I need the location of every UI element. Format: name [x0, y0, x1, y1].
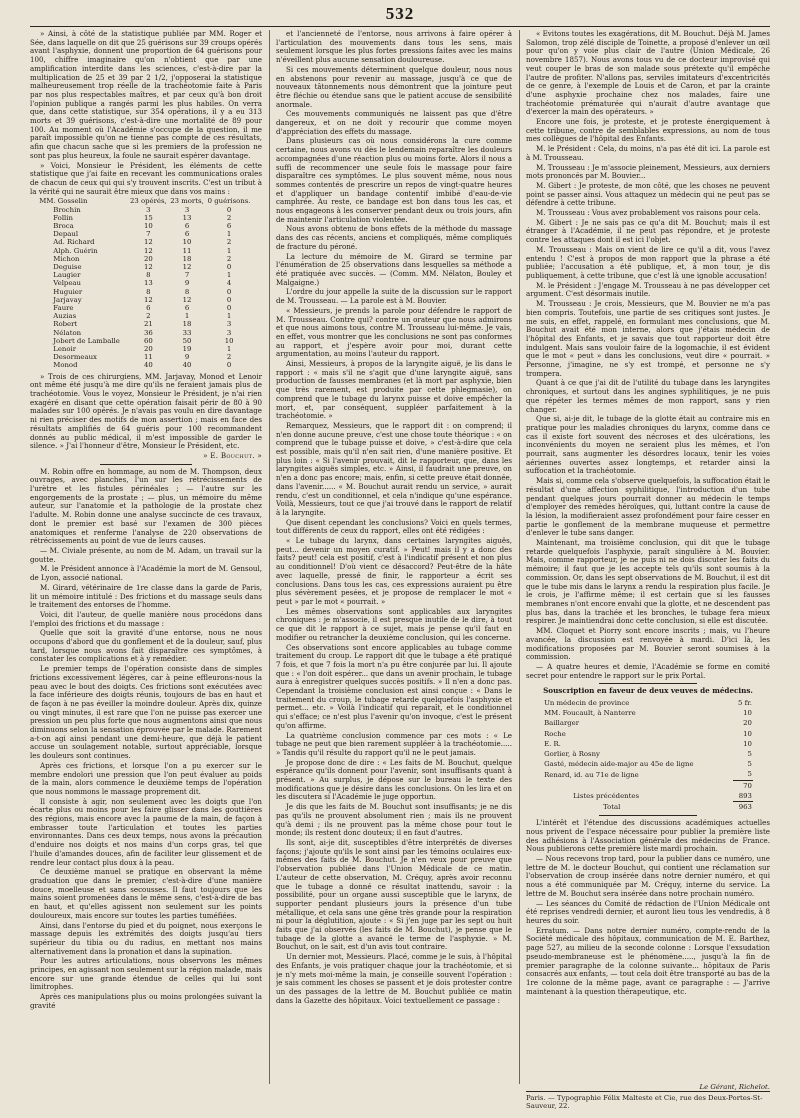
- table-row: [543, 729, 753, 739]
- paragraph: L'ordre du jour appelle la suite de la discussion sur le rapport de M. Trousseau. — La parole est à M. Bouvier.: [276, 287, 512, 306]
- tracheotomy-statistics-table: [39, 197, 252, 369]
- stat-value: 12: [143, 246, 153, 255]
- total-label: Total: [603, 802, 621, 811]
- surgeon-name: Auzias: [53, 312, 77, 321]
- paragraph: Erratum. — Dans notre dernier numéro, compte-rendu de la Société médicale des hôpitaux, communication de M. E. Barthez, page 527, au milieu de la seconde colonne : Lorsque l'exsudation pseudo-membraneuse est le phénomène....., jusqu'à la fin de premier paragraphe de la colonne suivante... hôpitaux de Paris consacrés aux enfants, — tout cela doit être transporté au bas de la 1re colonne de la même page, avant ce paragraphe : — J'arrive maintenant à la question thérapeutique, etc.: [526, 925, 770, 996]
- table-row: [39, 345, 252, 353]
- table-row: [39, 279, 252, 287]
- paragraph: Mais si, comme cela s'observe quelquefois, la suffocation était le résultat d'une affection syphilitique, l'introduction d'un tube pendant quelques jours pourrait donner au médecin le temps d'employer des remèdes héroïques, qui, luttant contre la cause de la lésion, la modifieraient assez profondément pour faire cesser en partie le gonflement de la membrane muqueuse et permettre d'enlever le tube sans danger.: [526, 476, 770, 538]
- table-row: [39, 238, 252, 246]
- paragraph: Que disent cependant les conclusions? Voici en quels termes, tout différents de ceux du rapport, elles ont été rédigées :: [276, 517, 512, 536]
- stat-value: 3: [226, 320, 232, 329]
- stat-value: 8: [146, 287, 151, 296]
- surgeon-name: Lenoir: [53, 345, 77, 354]
- paragraph: Nous avons obtenu de bons effets de la méthode du massage dans des cas récents, anciens et compliqués, même compliqués de fracture du péroné.: [276, 224, 512, 251]
- donation-amount: 5: [747, 770, 752, 779]
- donation-amount: 10: [743, 729, 752, 738]
- stat-value: 9: [184, 353, 190, 362]
- stat-value: 6: [184, 230, 190, 239]
- table-row: [39, 255, 252, 263]
- surgeon-name: Brochin: [53, 205, 81, 214]
- table-row: [39, 214, 252, 222]
- stat-value: 20: [143, 254, 153, 263]
- divider: [100, 464, 193, 465]
- table-row: [39, 230, 252, 238]
- paragraph: Maintenant, ma troisième conclusion, qui dit que le tubage retarde quelquefois l'asphyxie, paraît singulière à M. Bouvier. Mais, comme rapporteur, je ne puis ni ne dois discuter les faits du mémoire; il faut que je les accepte tels qu'ils sont soumis à la commission. Or, dans les sept observations de M. Bouchut, il est dit que le tube mis dans le larynx a rendu la respiration plus facile. Je le crois, je l'affirme même; il est certain que si les fausses membranes n'ont encore envahi que la glotte, et ne descendent pas plus bas, dans la trachée et les bronches, le tubage fera mieux respirer. Je maintiendrai donc cette conclusion, si elle est discutée.: [526, 538, 770, 626]
- surgeon-name: Jarjavay: [53, 295, 82, 304]
- column-divider: [519, 30, 520, 1084]
- table-row: [39, 271, 252, 279]
- table-row: [39, 312, 252, 320]
- stat-value: 10: [143, 221, 153, 230]
- stat-value: 12: [182, 262, 192, 271]
- stat-value: 21: [143, 320, 153, 329]
- surgeon-name: Depaul: [53, 230, 79, 239]
- stat-value: 0: [226, 262, 232, 271]
- imprint: Paris. — Typographie Félix Malteste et Cie, rue des Deux-Portes-St-Sauveur, 22.: [526, 1091, 770, 1110]
- paragraph: « Messieurs, je prends la parole pour défendre le rapport de M. Trousseau. Contre qui? contre un orateur que nous admirons et que nous aimons tous, contre M. Trousseau lui-même. Je vais, en effet, vous montrer que les conclusions ne sont pas conformes au rapport, et j'espère avoir pour moi, durant cette argumentation, au moins l'auteur du rapport.: [276, 305, 512, 359]
- stat-value: 1: [226, 345, 232, 354]
- stat-value: 50: [182, 336, 192, 345]
- surgeon-name: Michon: [53, 254, 80, 263]
- header-cell: 23 opérés,: [129, 197, 167, 206]
- signature: » E. Bouchut. »: [203, 450, 262, 460]
- paragraph: La quatrième conclusion commence par ces mots : « Le tubage ne peut que bien rarement suppléer à la trachéotomie..... » Tandis qu'il résulte du rapport qu'il ne le peut jamais.: [276, 730, 512, 757]
- stat-value: 0: [226, 361, 232, 370]
- stat-value: 36: [143, 328, 153, 337]
- surgeon-name: Jobert de Lamballe: [53, 336, 120, 345]
- stat-value: 60: [143, 336, 153, 345]
- paragraph: Ainsi, Messieurs, à propos de la laryngite aiguë, je lis dans le rapport : « mais s'il ne s'agit que d'une laryngite aiguë, sans production de fausses membranes (et là mort par asphyxie, bien que très rarement, est produite par cette phlegmasie), on comprend que le tubage du larynx puisse et doive empêcher la mort, et, par conséquent, suppléer parfaitement à la trachéotomie. »: [276, 359, 512, 421]
- donor-name: MM. Foucault, à Nanterre: [544, 709, 636, 718]
- surgeon-name: Follin: [53, 213, 73, 222]
- surgeon-name: Desormeaux: [53, 353, 97, 362]
- stat-value: 2: [226, 238, 232, 247]
- table-row: [39, 320, 252, 328]
- paragraph: M. le Président annonce à l'Académie la mort de M. Gensoul, de Lyon, associé national.: [30, 564, 262, 583]
- stat-value: 13: [143, 279, 153, 288]
- stat-value: 2: [226, 213, 232, 222]
- stat-value: 6: [146, 304, 151, 312]
- stat-value: 10: [224, 336, 234, 345]
- paragraph: Pour les autres articulations, nous observons les mêmes principes, en agissant non seulement sur la région malade, mais encore sur une grande étendue de celles qui lui sont limitrophes.: [30, 956, 262, 992]
- paragraph: M. Trousseau : Je m'associe pleinement, Messieurs, aux derniers mots prononcés par M. Bouvier...: [526, 162, 770, 181]
- table-row: [543, 780, 753, 791]
- donor-name: Roche: [544, 729, 566, 738]
- paragraph: » Voici, Monsieur le Président, les éléments de cette statistique que j'ai faite en recevant les communications orales de chacun de ceux qui qui s'y trouvent inscrits. C'est un tribut à la vérité qui ne saurait être mieux que dans vos mains :: [30, 160, 262, 196]
- table-row: [543, 759, 753, 769]
- header-cell: 23 morts,: [170, 197, 204, 206]
- stat-value: 12: [143, 238, 153, 247]
- table-row: [39, 353, 252, 361]
- header-cell: MM. Gosselin: [39, 197, 88, 206]
- paragraph: — A quatre heures et demie, l'Académie se forme en comité secret pour entendre le rapport sur le prix Portal.: [526, 661, 770, 680]
- donation-amount: 10: [743, 739, 752, 748]
- column-divider: [269, 30, 270, 1084]
- paragraph: et l'ancienneté de l'entorse, nous arrivons à faire opérer à l'articulation des mouvements dans tous les sens, mais seulement lorsque les plus fortes pressions faites avec les mains n'éveillent plus aucune sensation douloureuse.: [276, 30, 512, 65]
- stat-value: 6: [226, 221, 232, 230]
- table-row: [543, 718, 753, 728]
- paragraph: MM. Cloquet et Piorry sont encore inscrits ; mais, vu l'heure avancée, la discussion est renvoyée à mardi. D'ici là, les modifications proposées par M. Bouvier seront soumises à la commission.: [526, 626, 770, 662]
- stat-value: 1: [226, 312, 232, 321]
- stat-value: 3: [146, 205, 151, 214]
- table-row: [39, 263, 252, 271]
- paragraph: M. Trousseau : Vous avez probablement vos raisons pour cela.: [536, 208, 761, 218]
- stat-value: 7: [184, 271, 190, 280]
- paragraph: M. Trousseau : Mais on vient de lire ce qu'il a dit, vous l'avez entendu ! C'est à propos de mon rapport que la phrase a été publiée; l'accusation a été publique, et, à mon tour, je dis publiquement, à cette tribune, que c'est là une ignoble accusation!: [526, 244, 770, 280]
- stat-value: 1: [226, 230, 232, 239]
- paragraph: Ce deuxième manuel se pratique en observant la même graduation que dans le premier, c'est-à-dire d'une manière douce, moelleuse et sans secousses. Il faut toujours que les mains soient promenées dans le même sens, c'est-à-dire de bas en haut, et qu'elles agissent non seulement sur les points douloureux, mais encore sur toutes les parties tuméfiées.: [30, 867, 262, 920]
- paragraph: Ces observations sont encore applicables au tubage comme traitement du croup. Le rapport dit que le tubage a été pratiqué 7 fois, et que 7 fois la mort n'a pu être conjurée par lui. Il ajoute que : « l'on doit espérer... que dans un avenir prochain, le tubage aura à enregistrer quelques succès positifs. » Il n'en a donc pas. Cependant la troisième conclusion est ainsi conçue : « Dans le traitement du croup, le tubage retarde quelquefois l'asphyxie et permet... etc. » Voilà l'indicatif qui reparaît, et le conditionnel qui s'efface; ce n'est plus l'avenir qu'on invoque, c'est le présent qu'on affirme.: [276, 642, 512, 730]
- stat-value: 8: [146, 271, 151, 280]
- stat-value: 2: [226, 353, 232, 362]
- surgeon-name: Alph. Guérin: [53, 246, 98, 255]
- paragraph: Que si, ai-je dit, le tubage de la glotte était au contraire mis en pratique pour les maladies chroniques du larynx, comme dans ce cas il existe fort souvent des nécroses et des ulcérations, les inconvénients du moyen ne seraient plus les mêmes, et l'on pourrait, sans augmenter les désordres locaux, tenir les voies aériennes ouvertes assez longtemps, et retarder ainsi la suffocation et la trachéotomie.: [526, 414, 770, 476]
- divider: [599, 683, 697, 684]
- stat-value: 13: [182, 213, 192, 222]
- surgeon-name: Huguier: [53, 287, 83, 296]
- table-row: [543, 791, 753, 802]
- paragraph: — Nous recevons trop tard, pour la publier dans ce numéro, une lettre de M. le docteur Bouchut, qui contient une réclamation sur l'observation de croup insérée dans notre dernier numéro, et qui nous a été communiquée par M. Créquy, interne du service. La lettre de M. Bouchut sera insérée dans notre prochain numéro.: [526, 854, 770, 898]
- paragraph: L'intérêt et l'étendue des discussions académiques actuelles nous privent de l'espace nécessaire pour publier la première liste des adhésions à l'Association générale des médecins de France. Nous publierons cette première liste mardi prochain.: [526, 818, 770, 854]
- stat-value: 2: [146, 312, 151, 321]
- table-row: [39, 337, 252, 345]
- stat-value: 11: [182, 246, 192, 255]
- paragraph: Après ces frictions, et lorsque l'on a pu exercer sur le membre endolori une pression que l'on peut évaluer au poids de la main, alors commence le deuxième temps de l'opération que nous nommons le massage proprement dit.: [30, 760, 262, 796]
- donor-name: Baillarger: [544, 719, 580, 728]
- stat-value: 1: [184, 312, 190, 321]
- paragraph: — M. Civiale présente, au nom de M. Adam, un travail sur la goutte.: [30, 545, 262, 564]
- stat-value: 18: [182, 320, 192, 329]
- table-row: [39, 206, 252, 214]
- paragraph: La lecture du mémoire de M. Girard se termine par l'énumération de 25 observations dans lesquelles sa méthode a été pratiquée avec succès. — (Comm. MM. Nélaton, Bouley et Malgaigne.): [276, 251, 512, 287]
- table-row: [543, 698, 753, 708]
- surgeon-name: Ad. Richard: [53, 238, 95, 247]
- donor-name: Gasté, médecin aide-major au 45e de ligne: [544, 760, 694, 769]
- paragraph: Voici, dit l'auteur, de quelle manière nous procédons dans l'emploi des frictions et du massage :: [30, 609, 262, 628]
- paragraph: Un dernier mot, Messieurs. Placé, comme je le suis, à l'hôpital des Enfants, je vois pratiquer chaque jour la trachéotomie, et si je n'y mets moi-même la main, je conseille souvent l'opération : je sais comment les choses se passent et je dois protester contre un des passages de la lettre de M. Bouchut publiée ce matin dans la Gazette des hôpitaux. Voici textuellement ce passage :: [276, 952, 512, 1005]
- table-row: [543, 769, 753, 780]
- donor-name: Renard, id. au 71e de ligne: [544, 770, 639, 779]
- table-row: [39, 361, 252, 369]
- paragraph: Quelle que soit la gravité d'une entorse, nous ne nous occupons d'abord que du gonflement et de la douleur, sauf, plus tard, lorsque nous avons fait disparaître ces symptômes, à constater les complications et à y remédier.: [30, 628, 262, 664]
- stat-value: 9: [184, 279, 190, 288]
- paragraph: Ces mouvements communiqués ne laissent pas que d'être dangereux, et on ne doit y recourir que comme moyen d'appréciation des effets du massage.: [276, 109, 512, 136]
- paragraph: M. Gibert : Je proteste, de mon côté, que les choses ne peuvent point se passer ainsi. Vous attaquez un médecin qui ne peut pas se défendre à cette tribune.: [526, 180, 770, 208]
- donation-amount: 5 fr.: [738, 699, 752, 708]
- stat-value: 40: [182, 361, 192, 370]
- column-3: [526, 30, 770, 1078]
- surgeon-name: Nélaton: [53, 328, 82, 337]
- donor-name: Un médecin de province: [544, 699, 630, 708]
- donation-amount: 10: [743, 709, 752, 718]
- paragraph: Ainsi, dans l'entorse du pied et du poignet, nous exerçons le massage depuis les extrémités des doigts jusqu'au tiers supérieur du tibia ou du radius, en mettant nos mains alternativement dans la pronation et dans la supination.: [30, 920, 262, 956]
- paragraph: Ils sont, ai-je dit, susceptibles d'être interprétés de diverses façons; j'ajoute qu'ils le sont ainsi par les témoins oculaires eux-mêmes des faits de M. Bouchut. Je n'en veux pour preuve que l'observation publiée dans l'Union Médicale de ce matin. L'auteur de cette observation, M. Créquy, après avoir reconnu que le tubage a donné ce résultat inattendu, savoir : la possibilité, pour un organe aussi susceptible que le larynx, de supporter pendant plusieurs jours la présence d'un tube métallique, et cela sans une gêne très grande pour la respiration ni pour la déglutition, ajoute : « Si j'en juge par les sept ou huit faits que j'ai observés (les faits de M. Bouchut), je pense que le tubage de la glotte a avancé le terme de l'asphyxie. » M. Bouchut, on le sait, est d'un avis tout contraire.: [276, 837, 512, 952]
- stat-value: 8: [184, 287, 190, 296]
- subtotal-value: 70: [733, 780, 753, 791]
- stat-value: 3: [184, 205, 190, 214]
- paragraph: « Évitons toutes les exagérations, dit M. Bouchut. Déjà M. James Salomon, trop zélé disciple de Toinette, a proposé d'enlever un œil pour qu'on y voie plus clair de l'autre (Union Médicale, 26 novembre 1857). Nous avons tous vu de ce docteur improvisé qui veut couper le bras de son malade sous prétexte qu'il empêche l'autre de profiter. N'allons pas, serviles imitateurs d'excentricités de ce genre, à l'exemple de Louis et de Caron, et par la crainte d'une asphyxie prochaine chez nos malades, faire une trachéotomie prématurée qui n'aurait d'autre avantage que d'exercer la main des opérateurs. »: [526, 30, 770, 117]
- table-row: [39, 222, 252, 230]
- stat-value: 1: [226, 271, 232, 280]
- paragraph: Encore une fois, je proteste, et je proteste énergiquement à cette tribune, contre de semblables expressions, au nom de tous mes collègues de l'hôpital des Enfants.: [526, 117, 770, 144]
- stat-value: 11: [143, 353, 153, 362]
- paragraph: M. Trousseau : Je crois, Messieurs, que M. Bouvier ne m'a pas bien compris. Toutefois, une partie de ses critiques sont justes. Je me suis, en effet, rappelé, en formulant mes conclusions, que M. Bouchut avait été mon interne, alors que j'étais médecin de l'hôpital des Enfants, et je savais que tout rapporteur doit être indulgent. Mais sans vouloir faire de la logomachie, il est évident que le mot « peut » dans les conclusions, veut dire « pourrait. » Personne, j'imagine, ne s'y est trompé, et personne ne s'y trompera.: [526, 299, 770, 378]
- table-row: [543, 749, 753, 759]
- stat-value: 6: [184, 221, 190, 230]
- subscription-title: Souscription en faveur de deux veuves de médecins.: [543, 686, 753, 696]
- paragraph: Les mêmes observations sont applicables aux laryngites chroniques : je m'associe, il est presque inutile de le dire, à tout ce que dit le rapport à ce sujet, mais je pense qu'il faut en modifier ou retrancher la deuxième conclusion, qui les concerne.: [276, 606, 512, 642]
- previous-lists-value: 893: [738, 791, 752, 800]
- stat-value: 4: [226, 279, 232, 288]
- gerant-signature: Le Gérant, Richelot.: [699, 1083, 770, 1091]
- donor-name: Gorlier, à Rosny: [544, 750, 600, 759]
- paragraph: Si ces mouvements déterminent quelque douleur, nous nous en abstenons pour revenir au massage, jusqu'à ce que de nouveaux tâtonnements nous démontrent que la jointure peut être fléchie ou étendue sans que le patient accuse de sensibilité anormale.: [276, 64, 512, 109]
- paragraph: M. Gibert : Je ne sais pas ce qu'a dit M. Bouchut; mais il est étranger à l'Académie, il ne peut pas répondre, et je proteste contre les attaques dont il est ici l'objet.: [526, 217, 770, 245]
- paragraph: M. le Président : Cela, du moins, n'a pas été dit ici. La parole est à M. Trousseau.: [526, 144, 770, 162]
- stat-value: 15: [143, 213, 153, 222]
- donation-amount: 5: [747, 760, 752, 769]
- paragraph: — Les séances du Comité de rédaction de l'Union Médicale ont été reprises vendredi dernier, et auront lieu tous les vendredis, à 8 heures du soir.: [526, 898, 770, 925]
- paragraph: M. le Président : J'engage M. Trousseau à ne pas développer cet argument. C'est désormais inutile.: [526, 280, 770, 299]
- paragraph: Je propose donc de dire : « Les faits de M. Bouchut, quelque espérance qu'ils donnent pour l'avenir, sont insuffisants quant à présent. » Au surplus, je dépose sur le bureau le texte des modifications que je désire dans les conclusions. On les lira et on les discutera si l'Académie le juge opportun.: [276, 757, 512, 802]
- table-row: [543, 802, 753, 813]
- table-body: [543, 698, 753, 780]
- table-row: [39, 296, 252, 304]
- surgeon-name: Robert: [53, 320, 78, 329]
- stat-value: 2: [226, 254, 232, 263]
- stat-value: 10: [182, 238, 192, 247]
- table-body: [39, 206, 252, 370]
- stat-value: 40: [143, 361, 153, 370]
- footer: [526, 1083, 770, 1110]
- donation-amount: 5: [747, 750, 752, 759]
- surgeon-name: Monod: [53, 361, 78, 370]
- paragraph: « Le tubage du larynx, dans certaines laryngites aiguës, peut... devenir un moyen curatif. » Peut! mais il y a donc des faits? peut! cela est positif, c'est à l'indicatif présent et non plus au conditionnel! D'où vient ce désaccord? Peut-être de la hâte avec laquelle, pressé de finir, le rapporteur a écrit ses conclusions. Dans tous les cas, ces expressions auraient pu être plus sévèrement pesées, et je propose de remplacer le mot « peut » par le mot « pourrait. »: [276, 536, 512, 606]
- top-rule: [30, 26, 770, 27]
- stat-value: 33: [182, 328, 192, 337]
- paragraph: M. Robin offre en hommage, au nom de M. Thompson, deux ouvrages, avec planches, l'un sur les rétrécissements de l'urètre et les fistules périnéales ; — l'autre sur les engorgements de la prostate ; — plus, un mémoire du même auteur, sur l'anatomie et la pathologie de la prostate chez l'adulte. M. Robin donne une analyse succincte de ces travaux, dont le premier est basé sur l'examen de 300 pièces anatomiques et renferme l'analyse de 220 observations de rétrécissements au point de vue de leurs causes.: [30, 466, 262, 546]
- donor-name: E. R.: [544, 739, 561, 748]
- stat-value: 12: [182, 295, 192, 304]
- stat-value: 1: [226, 246, 232, 255]
- paragraph: » Ainsi, à côté de la statistique publiée par MM. Roger et Sée, dans laquelle on dit que 25 guérisons sur 39 croups opérés avant l'asphyxie, donnent une proportion de 64 guérisons pour 100, chiffre imaginaire qu'on n'obtient que par une amplification interdite dans les sciences, c'est-à-dire par la multiplication de 25 et 39 par 2 1/2, j'opposerai la statistique malheureusement trop réelle de la trachéotomie faite à Paris par nos plus respectables maîtres, et par ceux qu'à bon droit l'opinion publique a rangés parmi les plus habiles. On verra que, dans cette statistique, sur 354 opérations, il y a eu 313 morts et 39 guérisons, c'est-à-dire une mortalité de 89 pour 100. Au moment où l'Académie s'occupe de la question, il me paraît impossible qu'on ne tienne pas compte de ces résultats, afin que chacun sache que si les premiers de la profession ne sont pas plus heureux, la foule ne saurait espérer davantage.: [30, 30, 262, 160]
- column-2: [276, 30, 512, 1084]
- table-row: [543, 739, 753, 749]
- paragraph: » Trois de ces chirurgiens, MM. Jarjavay, Monod et Lenoir ont même été jusqu'à me dire qu'ils ne feraient jamais plus de trachéotomie. Vous le voyez, Monsieur le Président, je n'ai rien exagéré en disant que cette opération faisait périr de 80 à 90 malades sur 100 opérés. Je n'avais pas voulu en dire davantage ni rien préciser des motifs de mon assertion ; mais en face des résultats amplifiés de 64 guéris pour 100 recommandent donnés au public médical, il m'est impossible de garder le silence. » J'ai l'honneur d'être, Monsieur le Président, etc.: [30, 371, 262, 451]
- stat-value: 0: [226, 287, 232, 296]
- stat-value: 0: [226, 304, 232, 312]
- stat-value: 7: [146, 230, 151, 239]
- page-number: 532: [385, 4, 415, 23]
- paragraph: Il consiste à agir, non seulement avec les doigts que l'on écarte plus ou moins pour les faire glisser dans les gouttières des régions, mais encore avec la paume de la main, de façon à embrasser toute l'articulation et toutes les parties environnantes. Dans ces deux temps, nous avons la précaution d'enduire nos doigts et nos mains d'un corps gras, tel que l'huile d'amandes douces, afin de faciliter leur glissement et de rendre leur contact plus doux à la peau.: [30, 796, 262, 867]
- paragraph: M. Girard, vétérinaire de 1re classe dans la garde de Paris, lit un mémoire intitulé : Des frictions et du massage seuls dans le traitement des entorses de l'homme.: [30, 582, 262, 610]
- paragraph: Dans plusieurs cas où nous considérons la cure comme certaine, nous avons vu dès le lendemain reparaître les douleurs accompagnées d'une réaction plus ou moins forte. Alors il nous a suffi de recommencer une seule fois le massage pour faire disparaître ces symptômes. Le plus souvent même, nous nous sommes contentés de prescrire un repos de vingt-quatre heures et d'appliquer un bandage contentif imbibé d'eau-de-vie camphrée. Au reste, ce bandage est bon dans tous les cas, et nous engageons à les conserver pendant deux ou trois jours, afin de maintenir l'articulation violentée.: [276, 136, 512, 224]
- total-value: 963: [733, 802, 753, 813]
- paragraph: Remarquez, Messieurs, que le rapport dit : on comprend; il n'en donne aucune preuve, c'est une chose toute théorique : « on comprend que le tubage puisse et doive, » c'est-à-dire que cela est possible, mais qu'il n'en sait rien, d'une manière positive. Et plus loin : « Si l'avenir prouvait, dit le rapporteur, que, dans les laryngites aiguës simples, etc. » Ainsi, il faudrait une preuve, on n'en a donc pas encore; mais, enfin, si cette preuve était donnée, dans l'avenir...... « M. Bouchut aurait rendu un service, » aurait rendu, c'est un conditionnel, et cela n'indique qu'une espérance. Voilà, Messieurs, tout ce que j'ai trouvé dans le rapport de relatif à la laryngite.: [276, 420, 512, 517]
- paragraph: Le premier temps de l'opération consiste dans de simples frictions excessivement légères, car à peine effleurons-nous la peau avec le bout des doigts. Ces frictions sont exécutées avec la face inférieure des doigts réunis, toujours de bas en haut et de façon à ne pas éveiller la moindre douleur. Après dix, quinze ou vingt minutes, il est rare que l'on ne puisse pas exercer une pression un peu plus forte que nous augmentons ainsi que nous diminuons selon la sensation éprouvée par le malade. Rarement a-t-on agi ainsi pendant une demi-heure, que déjà le patient accuse un soulagement notable, surtout appréciable, lorsque les douleurs sont continues.: [30, 664, 262, 761]
- paragraph: Je dis que les faits de M. Bouchut sont insuffisants; je ne dis pas qu'ils ne prouvent absolument rien ; mais ils ne prouvent qu'à demi ; ils ne prouvent pas la même chose pour tout le monde; ils restent donc douteux; il en faut d'autres.: [276, 802, 512, 838]
- stat-value: 12: [143, 262, 153, 271]
- header-cell: 0 guérisons.: [207, 197, 251, 206]
- table-header: [39, 197, 252, 205]
- table-row: [543, 708, 753, 718]
- paragraph: Quant à ce que j'ai dit de l'utilité du tubage dans les laryngites chroniques, et surtout dans les angines syphilitiques, je ne puis que répéter les termes mêmes de mon rapport, sans y rien changer.: [526, 378, 770, 414]
- paragraph: Après ces manipulations plus ou moins prolongées suivant la gravité: [30, 992, 262, 1010]
- table-row: [39, 288, 252, 296]
- surgeon-name: Deguise: [53, 262, 82, 271]
- stat-value: 20: [143, 345, 153, 354]
- column-1: [30, 30, 262, 1084]
- donation-amount: 20: [743, 719, 752, 728]
- subscription-table: [543, 698, 753, 812]
- stat-value: 19: [182, 345, 192, 354]
- stat-value: 0: [226, 295, 232, 304]
- table-row: [39, 247, 252, 255]
- stat-value: 6: [184, 304, 190, 312]
- table-row: [39, 329, 252, 337]
- divider: [599, 815, 697, 816]
- surgeon-name: Laugier: [53, 271, 81, 280]
- surgeon-name: Faure: [53, 304, 74, 312]
- stat-value: 3: [226, 328, 232, 337]
- table-row: [39, 304, 252, 312]
- surgeon-name: Velpeau: [53, 279, 81, 288]
- stat-value: 0: [226, 205, 232, 214]
- surgeon-name: Broca: [53, 221, 74, 230]
- stat-value: 18: [182, 254, 192, 263]
- stat-value: 12: [143, 295, 153, 304]
- previous-lists-label: Listes précédentes: [573, 792, 639, 801]
